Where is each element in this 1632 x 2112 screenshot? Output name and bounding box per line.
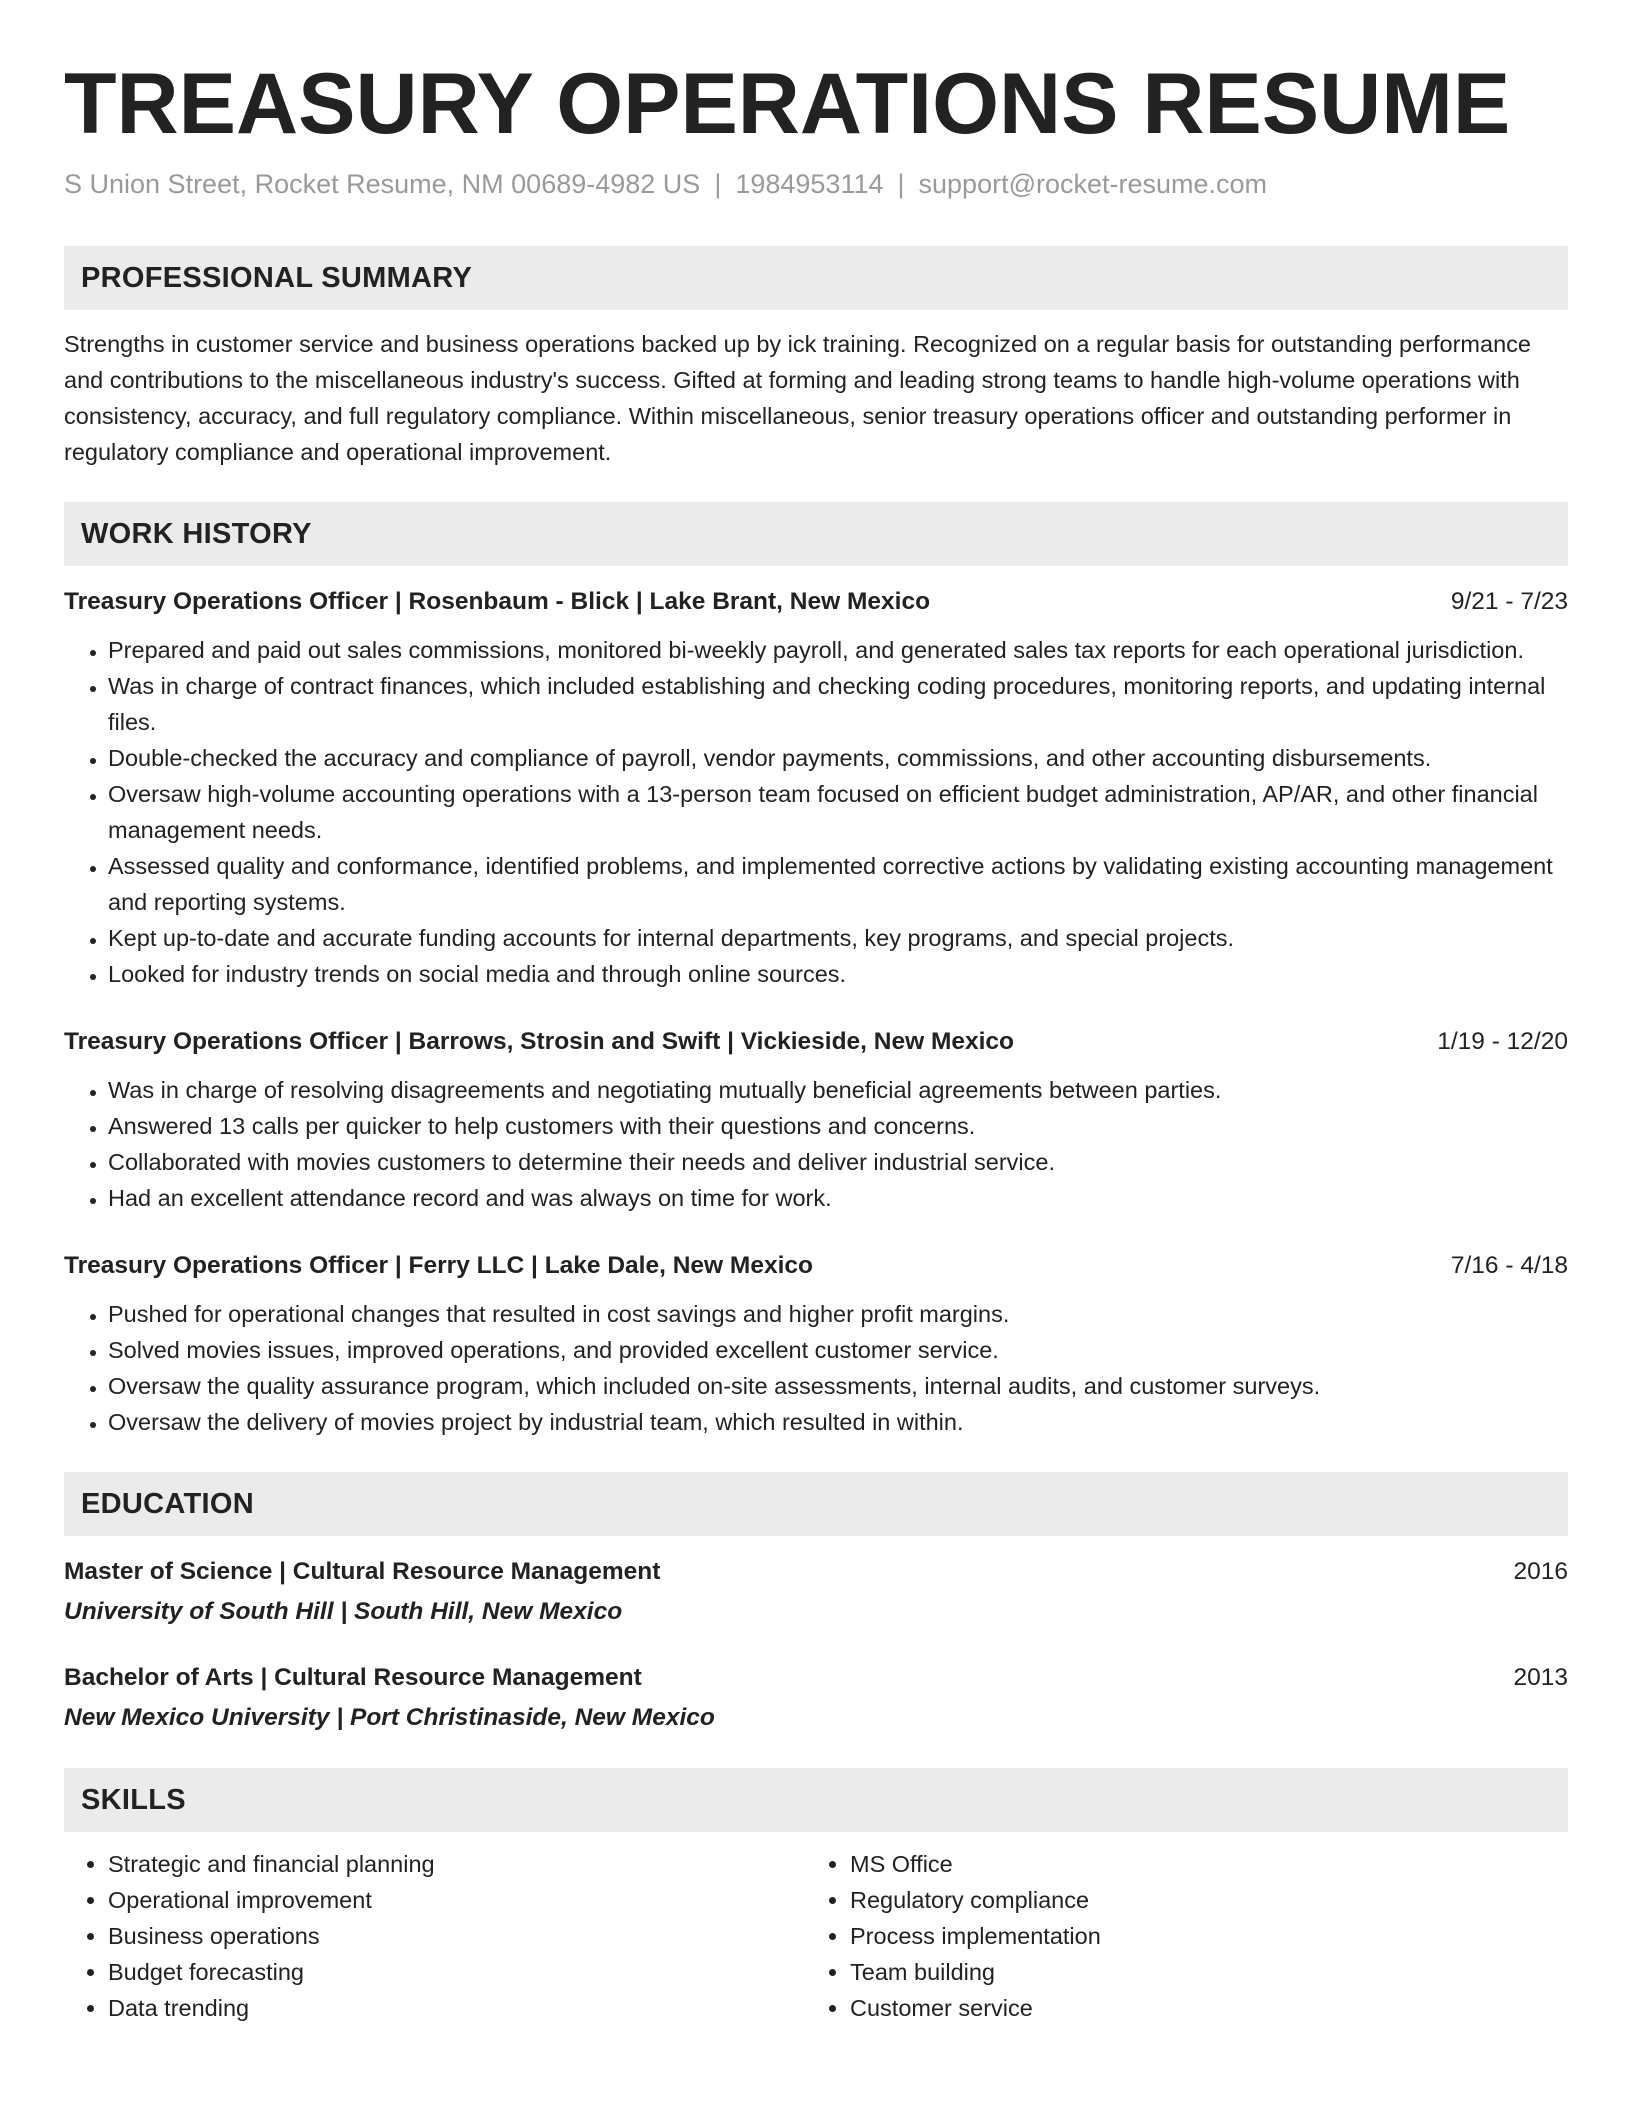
education-school: New Mexico University | Port Christinaside, New Mexico <box>64 1704 715 1731</box>
job-bullet: • Solved movies issues, improved operations, and provided excellent customer service. <box>108 1332 1568 1368</box>
section-header-education: EDUCATION <box>64 1472 1568 1536</box>
job-bullet: • Oversaw the quality assurance program, which included on-site assessments, internal audits, and customer surveys. <box>108 1368 1568 1404</box>
education-header <box>64 1554 1568 1590</box>
job-entry <box>64 1024 1568 1216</box>
contact-separator: | <box>714 169 722 199</box>
skill-item: • Data trending <box>108 1990 806 2026</box>
skills-column-left <box>64 1846 806 2026</box>
job-dates: 9/21 - 7/23 <box>1450 588 1568 615</box>
skill-item: • Business operations <box>108 1918 806 1954</box>
job-bullet: • Oversaw the delivery of movies project by industrial team, which resulted in within. <box>108 1404 1568 1440</box>
job-bullet: • Was in charge of resolving disagreements and negotiating mutually beneficial agreements between parties. <box>108 1072 1568 1108</box>
education-entry <box>64 1554 1568 1630</box>
job-bullet: • Assessed quality and conformance, identified problems, and implemented corrective actions by validating existing accounting management and reporting systems. <box>108 848 1568 920</box>
summary-text: Strengths in customer service and business operations backed up by ick training. Recognized on a regular basis for outstanding performance and contributions to the miscellaneous industry's success. Gifted at forming and leading strong teams to handle high-volume operations with consistency, accuracy, and full regulatory compliance. Within miscellaneous, senior treasury operations officer and outstanding performer in regulatory compliance and operational improvement. <box>64 331 1531 465</box>
job-bullet: • Prepared and paid out sales commissions, monitored bi-weekly payroll, and generated sales tax reports for each operational jurisdiction. <box>108 632 1568 668</box>
education-degree: Master of Science | Cultural Resource Management <box>64 1558 661 1585</box>
job-bullet: • Oversaw high-volume accounting operations with a 13-person team focused on efficient budget administration, AP/AR, and other financial management needs. <box>108 776 1568 848</box>
section-header-skills: SKILLS <box>64 1768 1568 1832</box>
resume-page <box>64 0 1568 2026</box>
skill-item: • Regulatory compliance <box>850 1882 1548 1918</box>
education-school: University of South Hill | South Hill, New Mexico <box>64 1598 623 1625</box>
contact-email: support@rocket-resume.com <box>918 169 1268 199</box>
contact-phone: 1984953114 <box>735 169 884 199</box>
job-title: Treasury Operations Officer | Rosenbaum - Blick | Lake Brant, New Mexico <box>64 588 931 615</box>
skill-item: • Team building <box>850 1954 1548 1990</box>
education-year: 2016 <box>1513 1558 1568 1585</box>
contact-line <box>64 164 1568 204</box>
job-bullet: • Had an excellent attendance record and was always on time for work. <box>108 1180 1568 1216</box>
job-title: Treasury Operations Officer | Ferry LLC | Lake Dale, New Mexico <box>64 1252 813 1279</box>
job-bullet: • Looked for industry trends on social media and through online sources. <box>108 956 1568 992</box>
job-bullets <box>64 1072 1568 1216</box>
skill-item: • MS Office <box>850 1846 1548 1882</box>
section-header-work-history: WORK HISTORY <box>64 502 1568 566</box>
job-bullet: • Pushed for operational changes that resulted in cost savings and higher profit margins. <box>108 1296 1568 1332</box>
skills-list <box>64 1846 1568 2026</box>
contact-address: S Union Street, Rocket Resume, NM 00689-4982 US <box>64 169 701 199</box>
education-degree: Bachelor of Arts | Cultural Resource Management <box>64 1664 642 1691</box>
job-bullet: • Collaborated with movies customers to determine their needs and deliver industrial service. <box>108 1144 1568 1180</box>
job-dates: 7/16 - 4/18 <box>1450 1252 1568 1279</box>
job-header <box>64 1024 1568 1060</box>
skill-item: • Budget forecasting <box>108 1954 806 1990</box>
job-entry <box>64 584 1568 992</box>
job-bullets <box>64 632 1568 992</box>
section-header-summary: PROFESSIONAL SUMMARY <box>64 246 1568 310</box>
skills-column-right <box>806 1846 1548 2026</box>
skill-item: • Strategic and financial planning <box>108 1846 806 1882</box>
job-bullet: • Was in charge of contract finances, which included establishing and checking coding procedures, monitoring reports, and updating internal files. <box>108 668 1568 740</box>
job-bullet: • Answered 13 calls per quicker to help customers with their questions and concerns. <box>108 1108 1568 1144</box>
education-header <box>64 1660 1568 1696</box>
education-entry <box>64 1660 1568 1736</box>
job-bullet: • Double-checked the accuracy and compliance of payroll, vendor payments, commissions, and other accounting disbursements. <box>108 740 1568 776</box>
education-year: 2013 <box>1513 1664 1568 1691</box>
skill-item: • Operational improvement <box>108 1882 806 1918</box>
job-bullet: • Kept up-to-date and accurate funding accounts for internal departments, key programs, and special projects. <box>108 920 1568 956</box>
skill-item: • Process implementation <box>850 1918 1548 1954</box>
job-title: Treasury Operations Officer | Barrows, Strosin and Swift | Vickieside, New Mexico <box>64 1028 1015 1055</box>
job-dates: 1/19 - 12/20 <box>1437 1028 1568 1055</box>
job-bullets <box>64 1296 1568 1440</box>
job-entry <box>64 1248 1568 1440</box>
resume-title: TREASURY OPERATIONS RESUME <box>64 56 1511 152</box>
job-header <box>64 584 1568 620</box>
contact-separator: | <box>897 169 905 199</box>
job-header <box>64 1248 1568 1284</box>
skill-item: • Customer service <box>850 1990 1548 2026</box>
